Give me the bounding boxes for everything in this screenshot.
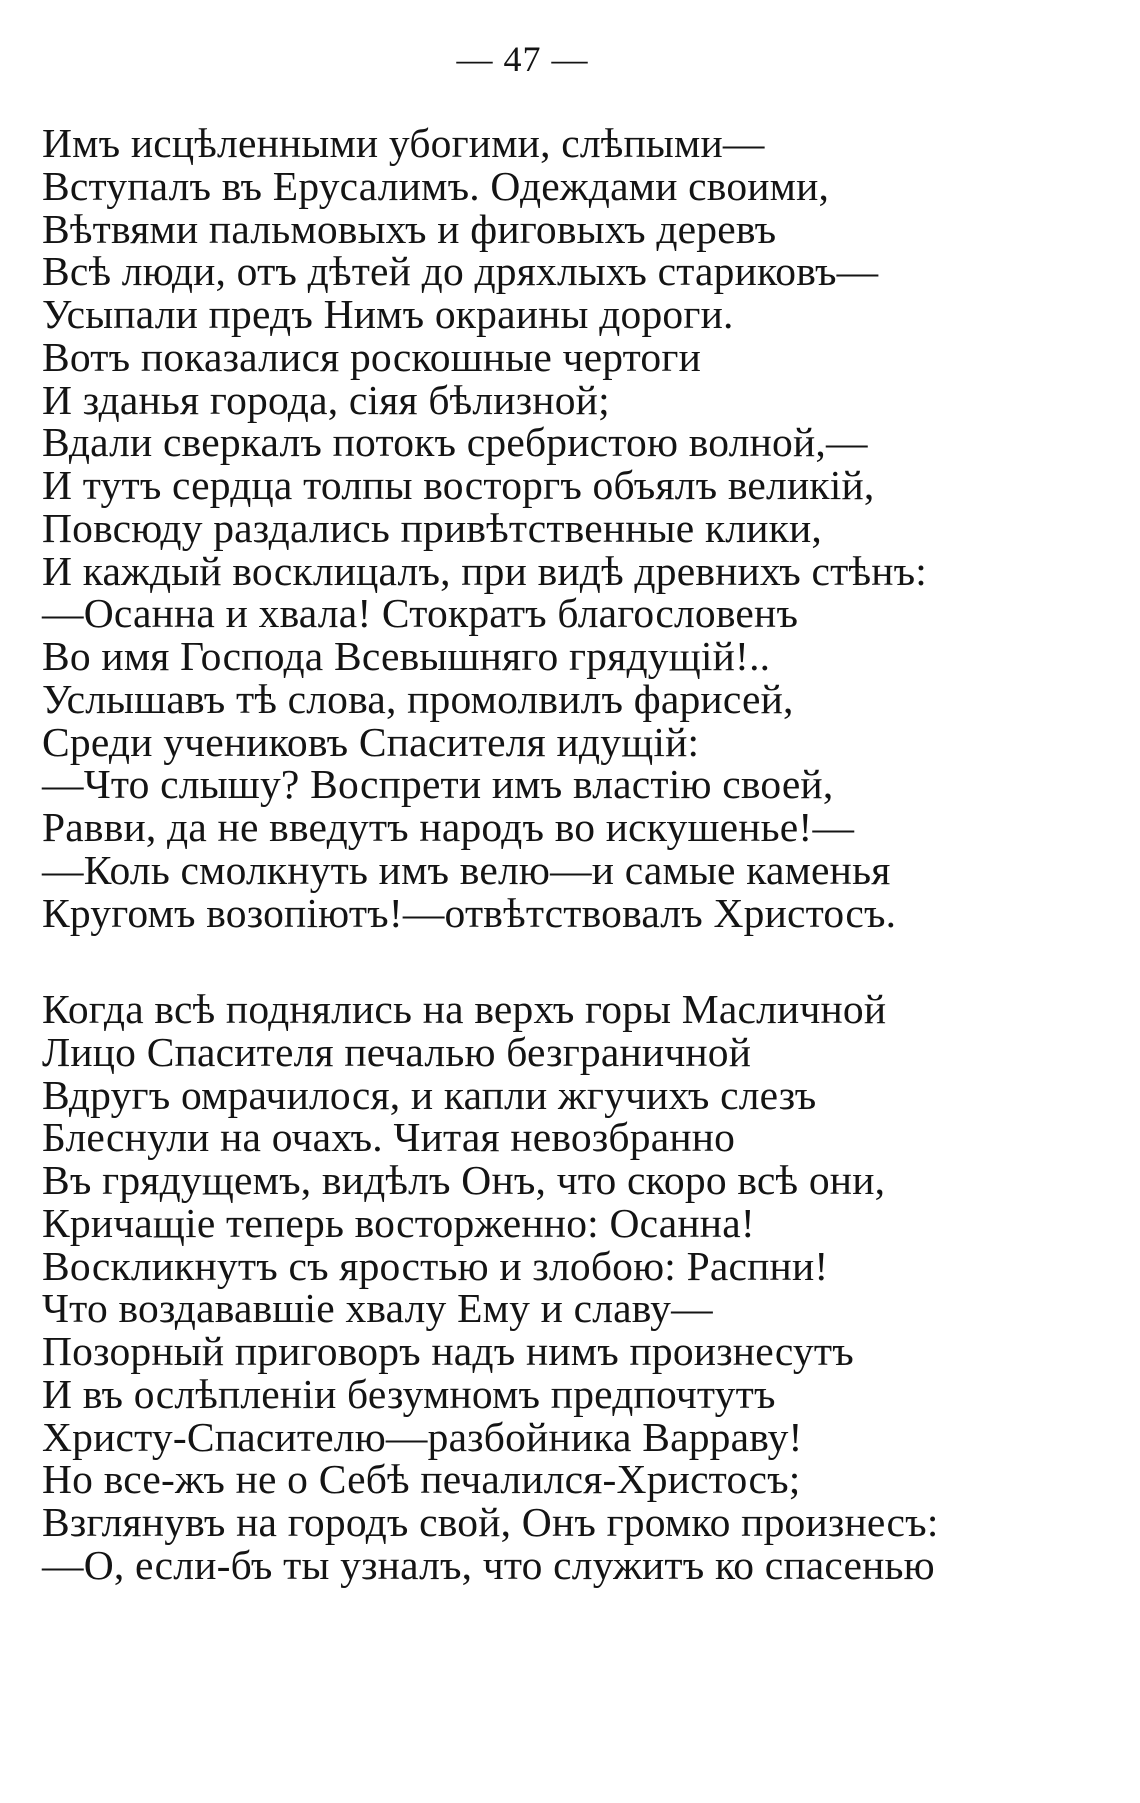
verse-line: —Коль смолкнуть имъ велю—и самые каменья bbox=[42, 846, 891, 893]
page-number: — 47 — bbox=[456, 39, 589, 79]
verse-line: И каждый восклицалъ, при видѣ древнихъ стѣнъ: bbox=[42, 547, 928, 594]
verse-line: Усыпали предъ Нимъ окраины дороги. bbox=[42, 291, 734, 337]
verse-line: Воскликнутъ съ яростью и злобою: Распни! bbox=[42, 1242, 829, 1289]
verse-line: Блеснули на очахъ. Читая невозбранно bbox=[42, 1114, 736, 1161]
verse-line: Взглянувъ на городъ свой, Онъ громко произнесъ: bbox=[42, 1499, 939, 1545]
verse-line: Во имя Господа Всевышняго грядущій!.. bbox=[42, 633, 771, 679]
verse-line: Когда всѣ поднялись на верхъ горы Масличной bbox=[42, 986, 887, 1032]
verse-line: Кругомъ возопіютъ!—отвѣтствовалъ Христосъ. bbox=[42, 889, 897, 936]
verse-line: Вѣтвями пальмовыхъ и фиговыхъ деревъ bbox=[42, 205, 777, 252]
verse-line: —О, если-бъ ты узналъ, что служитъ ко спасенью bbox=[42, 1541, 935, 1588]
verse-line: Кричащіе теперь восторженно: Осанна! bbox=[42, 1199, 755, 1246]
verse-line: Повсюду раздались привѣтственные клики, bbox=[42, 504, 822, 551]
verse-line: Вдругъ омрачилося, и капли жгучихъ слезъ bbox=[42, 1071, 817, 1118]
verse-line: Равви, да не введутъ народъ во искушенье!— bbox=[42, 804, 855, 850]
verse-line: —Осанна и хвала! Стократъ благословенъ bbox=[42, 590, 799, 637]
verse-line: Услышавъ тѣ слова, промолвилъ фарисей, bbox=[42, 675, 794, 722]
verse-line: Всѣ люди, отъ дѣтей до дряхлыхъ стариковъ— bbox=[42, 248, 879, 295]
verse-line: Среди учениковъ Спасителя идущій: bbox=[42, 718, 700, 765]
verse-line: И въ ослѣпленіи безумномъ предпочтутъ bbox=[42, 1370, 776, 1417]
verse-line: Вступалъ въ Ерусалимъ. Одеждами своими, bbox=[42, 162, 830, 209]
verse-line: —Что слышу? Воспрети имъ властію своей, bbox=[42, 761, 834, 808]
verse-line: Что воздававшіе хвалу Ему и славу— bbox=[42, 1285, 713, 1332]
verse-line: И тутъ сердца толпы восторгъ объялъ великій, bbox=[42, 462, 875, 508]
verse-line: И зданья города, сіяя бѣлизной; bbox=[42, 376, 610, 423]
verse-line: Позорный приговоръ надъ нимъ произнесутъ bbox=[42, 1328, 854, 1374]
stanza-1 bbox=[42, 122, 1102, 934]
verse-line: Имъ исцѣленными убогими, слѣпыми— bbox=[42, 120, 765, 166]
verse-line: Христу-Спасителю—разбойника Варраву! bbox=[42, 1413, 803, 1460]
verse-line: Лицо Спасителя печалью безграничной bbox=[42, 1028, 752, 1075]
stanza-2 bbox=[42, 988, 1102, 1587]
verse-line: Вдали сверкалъ потокъ сребристою волной,— bbox=[42, 419, 868, 466]
verse-line: Въ грядущемъ, видѣлъ Онъ, что скоро всѣ они, bbox=[42, 1157, 886, 1203]
verse-line: Вотъ показалися роскошные чертоги bbox=[42, 333, 702, 380]
verse-line: Но все-жъ не о Себѣ печалился-Христосъ; bbox=[42, 1456, 801, 1503]
